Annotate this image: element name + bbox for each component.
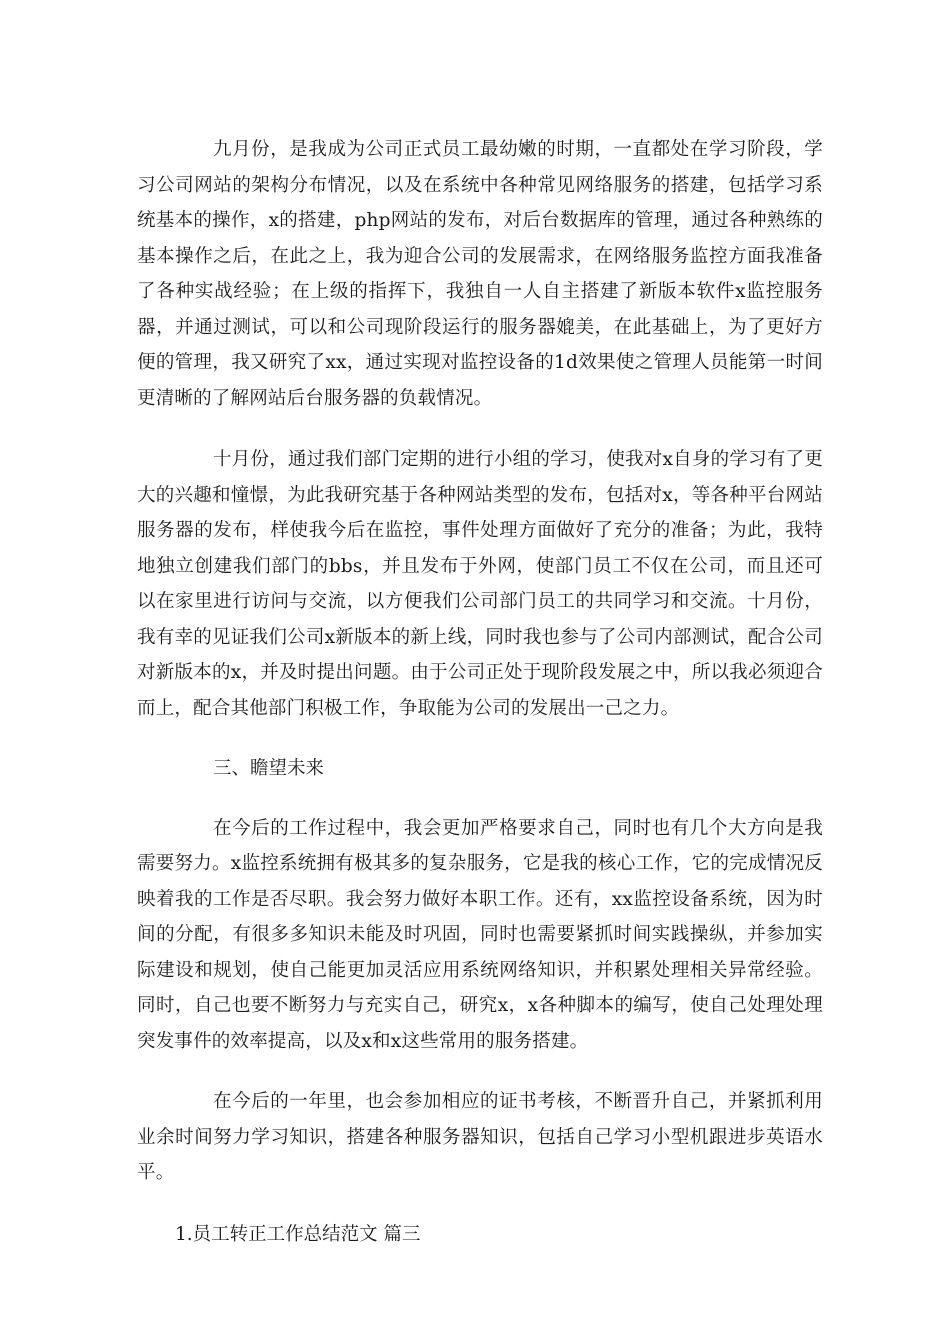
paragraph-future-work: 在今后的工作过程中，我会更加严格要求自己，同时也有几个大方向是我需要努力。x监控系统拥有极其多的复杂服务，它是我的核心工作，它的完成情况反映着我的工作是否尽职。我会努力做好本职工作。还有，xx监控设备系统，因为时间的分配，有很多多知识未能及时巩固，同时也需要紧抓时间实践操纵，并参加实际建设和规划，使自己能更加灵活应用系统网络知识，并积累处理相关异常经验。同时，自己也要不断努力与充实自己，研究x，x各种脚本的编写，使自己处理处理突发事件的效率提高，以及x和x这些常用的服务搭建。 bbox=[137, 817, 823, 1052]
paragraph-october: 十月份，通过我们部门定期的进行小组的学习，使我对x自身的学习有了更大的兴趣和憧憬，为此我研究基于各种网站类型的发布，包括对x，等各种平台网站服务器的发布，样使我今后在监控，事件处理方面做好了充分的准备；为此，我特地独立创建我们部门的bbs，并且发布于外网，使部门员工不仅在公司，而且还可以在家里进行访问与交流，以方便我们公司部门员工的共同学习和交流。十月份，我有幸的见证我们公司x新版本的新上线，同时我也参与了公司内部测试，配合公司对新版本的x，并及时提出问题。由于公司正处于现阶段发展之中，所以我必须迎合而上，配合其他部门积极工作，争取能为公司的发展出一己之力。 bbox=[137, 449, 823, 719]
paragraph-september: 九月份，是我成为公司正式员工最幼嫩的时期，一直都处在学习阶段，学习公司网站的架构分布情况，以及在系统中各种常见网络服务的搭建，包括学习系统基本的操作，x的搭建，php网站的发布，对后台数据库的管理，通过各种熟练的基本操作之后，在此之上，我为迎合公司的发展需求，在网络服务监控方面我准备了各种实战经验；在上级的指挥下，我独自一人自主搭建了新版本软件x监控服务器，并通过测试，可以和公司现阶段运行的服务器媲美，在此基础上，为了更好方便的管理，我又研究了xx，通过实现对监控设备的1d效果使之管理人员能第一时间更清晰的了解网站后台服务器的负载情况。 bbox=[137, 139, 823, 409]
document-body bbox=[137, 132, 823, 1252]
article-section-title: 1.员工转正工作总结范文 篇三 bbox=[175, 1223, 421, 1245]
paragraph-next-year: 在今后的一年里，也会参加相应的证书考核，不断晋升自己，并紧抓利用业余时间努力学习知识，搭建各种服务器知识，包括自己学习小型机跟进步英语水平。 bbox=[137, 1091, 823, 1183]
section-heading-future: 三、瞻望未来 bbox=[213, 758, 325, 779]
